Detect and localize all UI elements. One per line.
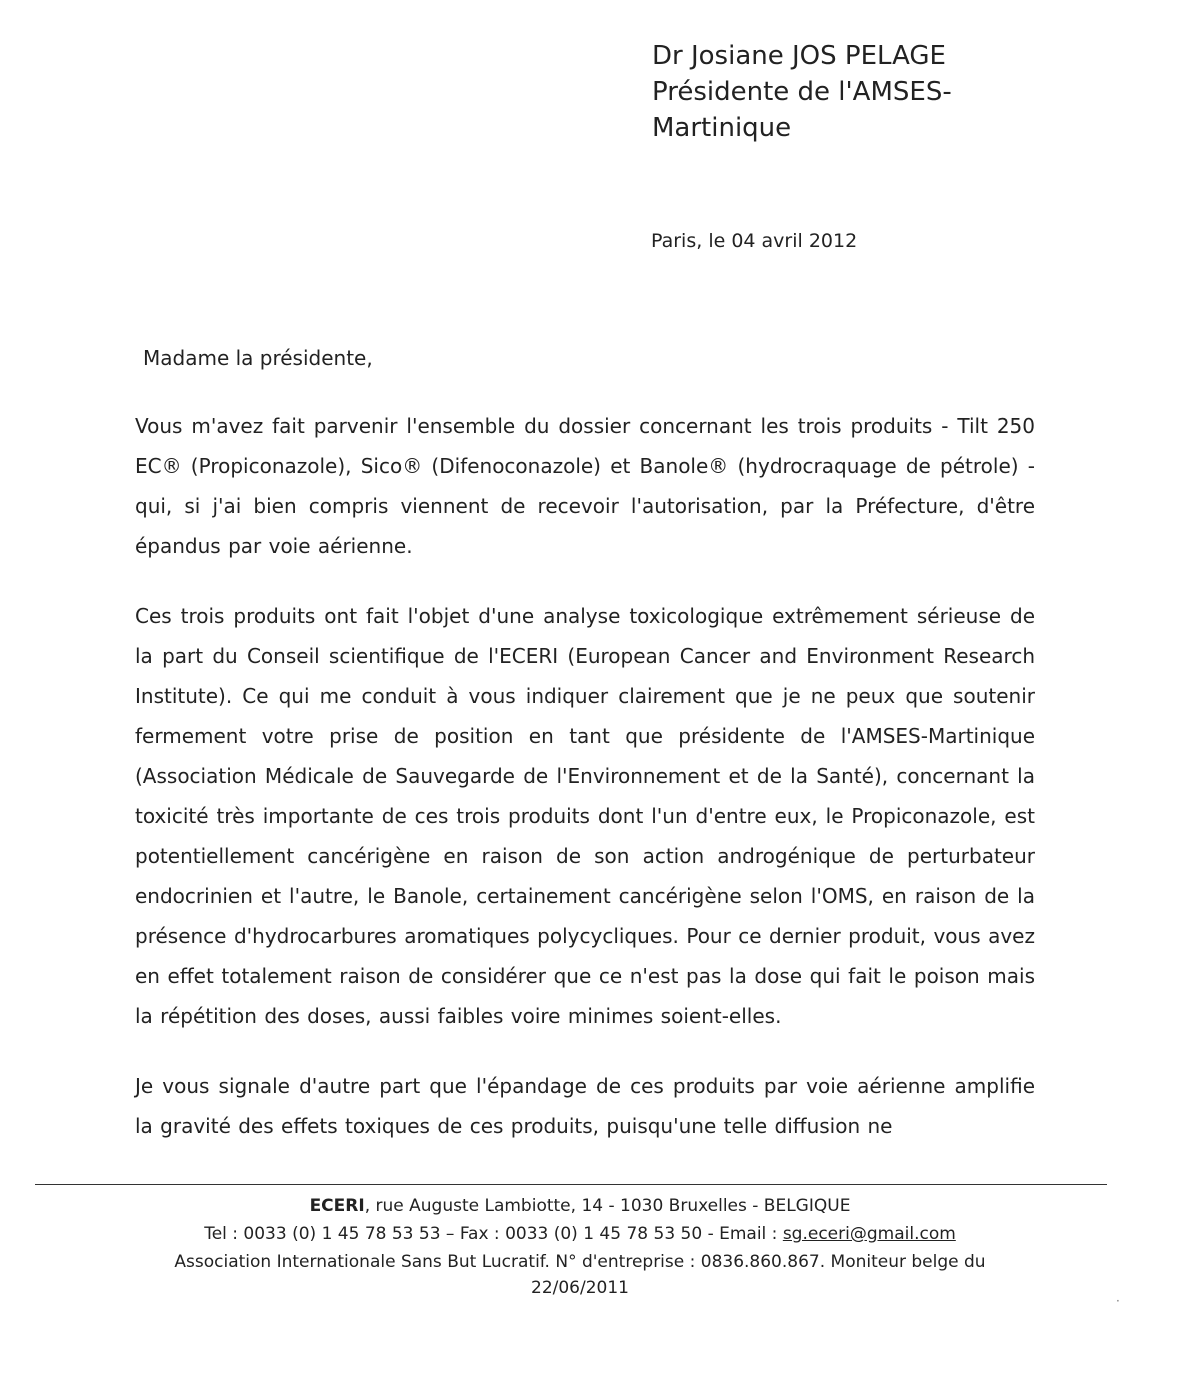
letterhead-footer [90,1192,1070,1300]
scan-speck: · [1116,1294,1120,1308]
letter-body [135,406,1035,1146]
organization-name: ECERI [309,1196,365,1216]
recipient-title-continued: Martinique [652,113,792,143]
footer-registration-line: Association Internationale Sans But Lucratif. N° d'entreprise : 0836.860.867. Moniteur belge du [174,1252,986,1272]
footer-registration-date: 22/06/2011 [531,1278,629,1298]
body-paragraph: Je vous signale d'autre part que l'épandage de ces produits par voie aérienne amplifie la gravité des effets toxiques de ces produits, puisqu'une telle diffusion ne [135,1074,1035,1138]
contact-phone-fax: Tel : 0033 (0) 1 45 78 53 53 – Fax : 0033 (0) 1 45 78 53 50 - Email : [204,1224,783,1244]
recipient-title: Présidente de l'AMSES- [652,77,952,107]
recipient-name: Dr Josiane JOS PELAGE [652,41,946,71]
recipient-block [652,38,1072,146]
body-paragraph: Vous m'avez fait parvenir l'ensemble du dossier concernant les trois produits - Tilt 250 EC® (Propiconazole), Sico® (Difenoconazole) et Banole® (hydrocraquage de pétrole) - qui, si j'ai bien compris viennent de recevoir l'autorisation, par la Préfecture, d'être épandus par voie aérienne. [135,414,1035,558]
contact-email-link[interactable]: sg.eceri@gmail.com [782,1224,956,1244]
footer-contact-line [90,1220,1070,1248]
organization-address: , rue Auguste Lambiotte, 14 - 1030 Bruxelles - BELGIQUE [364,1196,851,1216]
place-and-date: Paris, le 04 avril 2012 [651,230,858,252]
body-paragraph: Ces trois produits ont fait l'objet d'une analyse toxicologique extrêmement sérieuse de la part du Conseil scientifique de l'ECERI (European Cancer and Environment Research Institute). Ce qui me conduit à vous indiquer clairement que je ne peux que soutenir fermement votre prise de position en tant que présidente de l'AMSES-Martinique (Association Médicale de Sauvegarde de l'Environnement et de la Santé), concernant la toxicité très importante de ces trois produits dont l'un d'entre eux, le Propiconazole, est potentiellement cancérigène en raison de son action androgénique de perturbateur endocrinien et l'autre, le Banole, certainement cancérigène selon l'OMS, en raison de la présence d'hydrocarbures aromatiques polycycliques. Pour ce dernier produit, vous avez en effet totalement raison de considérer que ce n'est pas la dose qui fait le poison mais la répétition des doses, aussi faibles voire minimes soient-elles. [135,604,1035,1028]
salutation: Madame la présidente, [143,346,373,370]
footer-address-line [90,1192,1070,1220]
footer-divider [35,1184,1107,1185]
